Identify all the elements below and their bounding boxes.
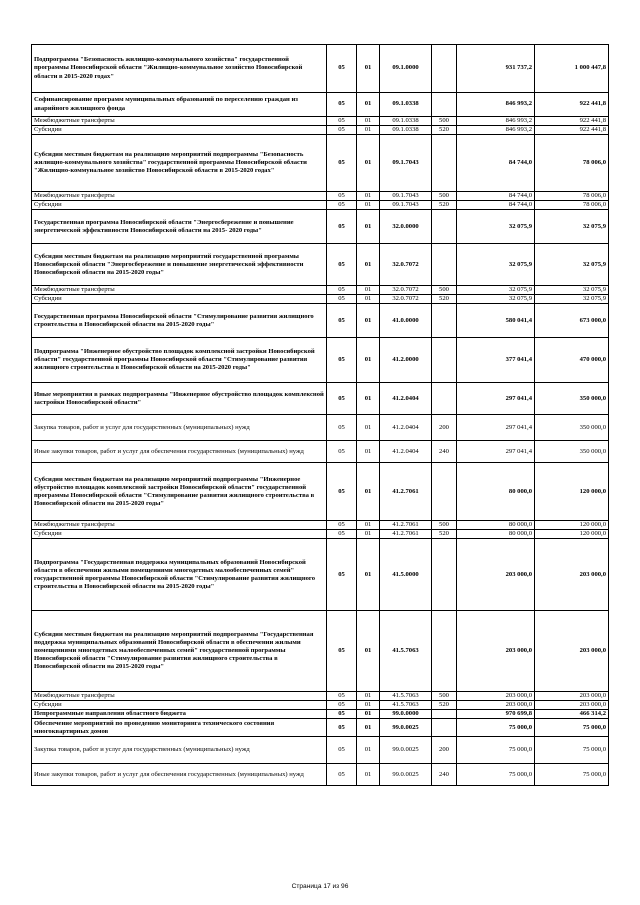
row-name: Закупка товаров, работ и услуг для государственных (муниципальных) нужд xyxy=(32,415,327,441)
row-subsection-code: 01 xyxy=(357,719,380,737)
row-name: Межбюджетные трансферты xyxy=(32,117,327,126)
row-amount-year1: 846 993,2 xyxy=(457,117,535,126)
row-section-code: 05 xyxy=(327,304,357,338)
row-name: Субсидии местным бюджетам на реализацию мероприятий подпрограммы "Государственная поддержка муниципальных образований Новосибирской области в обеспечении жилыми помещениями многодетных малообеспеченных семей" государственной программы Новосибирской области "Стимулирование развития жилищного строительства в Новосибирской области на 2015-2020 годы" xyxy=(32,611,327,692)
row-name: Субсидии местным бюджетам на реализацию мероприятий государственной программы Новосибирской области "Энергосбережение и повышение энергетической эффективности Новосибирской области на 2015-2020 годы" xyxy=(32,244,327,286)
row-amount-year1: 846 993,2 xyxy=(457,126,535,135)
row-amount-year1: 32 075,9 xyxy=(457,210,535,244)
row-amount-year2: 120 000,0 xyxy=(535,521,609,530)
row-expense-type xyxy=(432,611,457,692)
row-section-code: 05 xyxy=(327,295,357,304)
row-amount-year2: 466 314,2 xyxy=(535,710,609,719)
row-name: Иные закупки товаров, работ и услуг для обеспечения государственных (муниципальных) нужд xyxy=(32,441,327,463)
row-target-article: 09.1.7043 xyxy=(380,135,432,192)
row-name: Государственная программа Новосибирской области "Стимулирование развития жилищного строительства в Новосибирской области на 2015-2020 годы" xyxy=(32,304,327,338)
row-section-code: 05 xyxy=(327,93,357,117)
row-amount-year2: 32 075,9 xyxy=(535,286,609,295)
row-expense-type: 520 xyxy=(432,701,457,710)
row-section-code: 05 xyxy=(327,463,357,521)
row-amount-year2: 120 000,0 xyxy=(535,530,609,539)
table-row xyxy=(32,201,609,210)
table-row xyxy=(32,286,609,295)
row-amount-year1: 84 744,0 xyxy=(457,192,535,201)
row-section-code: 05 xyxy=(327,117,357,126)
budget-table xyxy=(31,44,609,786)
row-section-code: 05 xyxy=(327,737,357,764)
row-amount-year2: 78 006,0 xyxy=(535,192,609,201)
row-name: Субсидии xyxy=(32,701,327,710)
table-row xyxy=(32,530,609,539)
row-amount-year2: 32 075,9 xyxy=(535,244,609,286)
row-section-code: 05 xyxy=(327,701,357,710)
row-subsection-code: 01 xyxy=(357,737,380,764)
row-section-code: 05 xyxy=(327,45,357,93)
table-row xyxy=(32,135,609,192)
row-name: Межбюджетные трансферты xyxy=(32,521,327,530)
row-section-code: 05 xyxy=(327,415,357,441)
row-amount-year2: 32 075,9 xyxy=(535,210,609,244)
row-subsection-code: 01 xyxy=(357,611,380,692)
row-section-code: 05 xyxy=(327,338,357,383)
row-target-article: 99.0.0025 xyxy=(380,719,432,737)
row-amount-year2: 470 000,0 xyxy=(535,338,609,383)
row-subsection-code: 01 xyxy=(357,286,380,295)
row-section-code: 05 xyxy=(327,719,357,737)
row-amount-year2: 75 000,0 xyxy=(535,719,609,737)
row-amount-year1: 80 000,0 xyxy=(457,463,535,521)
row-section-code: 05 xyxy=(327,441,357,463)
row-subsection-code: 01 xyxy=(357,710,380,719)
row-amount-year1: 931 737,2 xyxy=(457,45,535,93)
row-expense-type xyxy=(432,338,457,383)
row-expense-type xyxy=(432,93,457,117)
row-subsection-code: 01 xyxy=(357,192,380,201)
table-row xyxy=(32,383,609,415)
row-amount-year1: 580 041,4 xyxy=(457,304,535,338)
row-amount-year1: 203 000,0 xyxy=(457,701,535,710)
row-amount-year2: 120 000,0 xyxy=(535,463,609,521)
row-subsection-code: 01 xyxy=(357,463,380,521)
table-row xyxy=(32,710,609,719)
row-subsection-code: 01 xyxy=(357,304,380,338)
row-expense-type: 520 xyxy=(432,530,457,539)
row-section-code: 05 xyxy=(327,764,357,786)
row-amount-year2: 922 441,8 xyxy=(535,117,609,126)
row-name: Межбюджетные трансферты xyxy=(32,192,327,201)
row-amount-year1: 32 075,9 xyxy=(457,244,535,286)
table-row xyxy=(32,45,609,93)
row-amount-year2: 350 000,0 xyxy=(535,441,609,463)
row-subsection-code: 01 xyxy=(357,93,380,117)
row-expense-type xyxy=(432,304,457,338)
row-expense-type: 520 xyxy=(432,126,457,135)
row-section-code: 05 xyxy=(327,710,357,719)
row-subsection-code: 01 xyxy=(357,692,380,701)
row-amount-year1: 297 041,4 xyxy=(457,415,535,441)
row-subsection-code: 01 xyxy=(357,383,380,415)
row-section-code: 05 xyxy=(327,692,357,701)
row-expense-type: 200 xyxy=(432,415,457,441)
row-target-article: 32.0.7072 xyxy=(380,244,432,286)
row-amount-year1: 970 699,8 xyxy=(457,710,535,719)
row-expense-type: 520 xyxy=(432,295,457,304)
table-row xyxy=(32,764,609,786)
row-expense-type: 200 xyxy=(432,737,457,764)
row-target-article: 99.0.0025 xyxy=(380,737,432,764)
row-subsection-code: 01 xyxy=(357,530,380,539)
row-expense-type xyxy=(432,383,457,415)
row-amount-year1: 846 993,2 xyxy=(457,93,535,117)
row-subsection-code: 01 xyxy=(357,701,380,710)
row-section-code: 05 xyxy=(327,611,357,692)
row-amount-year2: 203 000,0 xyxy=(535,539,609,611)
table-row xyxy=(32,93,609,117)
row-amount-year2: 203 000,0 xyxy=(535,611,609,692)
row-name: Подпрограмма "Государственная поддержка муниципальных образований Новосибирской области в обеспечении жилыми помещениями многодетных малообеспеченных семей" государственной программы Новосибирской области "Стимулирование развития жилищного строительства в Новосибирской области на 2015-2020 годы" xyxy=(32,539,327,611)
budget-table-body xyxy=(32,45,609,786)
row-name: Субсидии xyxy=(32,295,327,304)
table-row xyxy=(32,295,609,304)
row-subsection-code: 01 xyxy=(357,210,380,244)
row-subsection-code: 01 xyxy=(357,441,380,463)
row-amount-year2: 75 000,0 xyxy=(535,737,609,764)
row-target-article: 32.0.7072 xyxy=(380,286,432,295)
row-section-code: 05 xyxy=(327,135,357,192)
row-target-article: 41.5.7063 xyxy=(380,701,432,710)
row-target-article: 41.2.7061 xyxy=(380,521,432,530)
row-name: Субсидии местным бюджетам на реализацию мероприятий подпрограммы "Безопасность жилищно-коммунального хозяйства" государственной программы Новосибирской области "Жилищно-коммунальное хозяйство Новосибирской области в 2015-2020 годах" xyxy=(32,135,327,192)
row-subsection-code: 01 xyxy=(357,539,380,611)
row-amount-year1: 297 041,4 xyxy=(457,383,535,415)
row-target-article: 41.0.0000 xyxy=(380,304,432,338)
row-expense-type: 500 xyxy=(432,117,457,126)
row-name: Непрограммные направления областного бюджета xyxy=(32,710,327,719)
table-row xyxy=(32,441,609,463)
row-subsection-code: 01 xyxy=(357,415,380,441)
row-amount-year1: 32 075,9 xyxy=(457,295,535,304)
row-amount-year2: 673 000,0 xyxy=(535,304,609,338)
row-section-code: 05 xyxy=(327,126,357,135)
row-name: Межбюджетные трансферты xyxy=(32,692,327,701)
row-expense-type xyxy=(432,135,457,192)
row-name: Подпрограмма "Безопасность жилищно-коммунального хозяйства" государственной программы Новосибирской области "Жилищно-коммунальное хозяйство Новосибирской области в 2015-2020 годах" xyxy=(32,45,327,93)
table-row xyxy=(32,701,609,710)
row-target-article: 41.5.7063 xyxy=(380,692,432,701)
row-subsection-code: 01 xyxy=(357,45,380,93)
row-amount-year2: 203 000,0 xyxy=(535,692,609,701)
row-amount-year2: 75 000,0 xyxy=(535,764,609,786)
row-section-code: 05 xyxy=(327,530,357,539)
row-amount-year1: 80 000,0 xyxy=(457,521,535,530)
row-name: Обеспечение мероприятий по проведению мониторинга технического состояния многоквартирных домов xyxy=(32,719,327,737)
row-target-article: 41.2.7061 xyxy=(380,463,432,521)
row-section-code: 05 xyxy=(327,286,357,295)
row-subsection-code: 01 xyxy=(357,521,380,530)
row-subsection-code: 01 xyxy=(357,201,380,210)
row-section-code: 05 xyxy=(327,383,357,415)
row-amount-year2: 922 441,8 xyxy=(535,126,609,135)
row-name: Иные закупки товаров, работ и услуг для обеспечения государственных (муниципальных) нужд xyxy=(32,764,327,786)
row-amount-year2: 350 000,0 xyxy=(535,383,609,415)
table-row xyxy=(32,415,609,441)
row-amount-year2: 78 006,0 xyxy=(535,201,609,210)
row-target-article: 41.2.0404 xyxy=(380,441,432,463)
row-target-article: 09.1.0000 xyxy=(380,45,432,93)
row-amount-year1: 75 000,0 xyxy=(457,737,535,764)
row-amount-year1: 75 000,0 xyxy=(457,719,535,737)
row-name: Субсидии xyxy=(32,530,327,539)
row-amount-year1: 80 000,0 xyxy=(457,530,535,539)
table-row xyxy=(32,126,609,135)
table-row xyxy=(32,210,609,244)
row-target-article: 09.1.0338 xyxy=(380,93,432,117)
row-expense-type: 500 xyxy=(432,692,457,701)
row-expense-type: 500 xyxy=(432,192,457,201)
row-expense-type: 500 xyxy=(432,286,457,295)
row-amount-year1: 297 041,4 xyxy=(457,441,535,463)
row-target-article: 41.2.0404 xyxy=(380,415,432,441)
row-amount-year1: 377 041,4 xyxy=(457,338,535,383)
table-row xyxy=(32,539,609,611)
row-name: Субсидии xyxy=(32,201,327,210)
row-subsection-code: 01 xyxy=(357,764,380,786)
table-row xyxy=(32,338,609,383)
row-name: Подпрограмма "Инженерное обустройство площадок комплексной застройки Новосибирской области" государственной программы Новосибирской области "Стимулирование развития жилищного строительства в Новосибирской области на 2015-2020 годы" xyxy=(32,338,327,383)
row-amount-year2: 922 441,8 xyxy=(535,93,609,117)
row-section-code: 05 xyxy=(327,210,357,244)
row-expense-type xyxy=(432,539,457,611)
row-subsection-code: 01 xyxy=(357,117,380,126)
row-subsection-code: 01 xyxy=(357,126,380,135)
row-expense-type xyxy=(432,710,457,719)
table-row xyxy=(32,737,609,764)
row-target-article: 41.2.0404 xyxy=(380,383,432,415)
row-target-article: 41.2.7061 xyxy=(380,530,432,539)
row-name: Межбюджетные трансферты xyxy=(32,286,327,295)
row-name: Субсидии местным бюджетам на реализацию мероприятий подпрограммы "Инженерное обустройство площадок комплексной застройки Новосибирской области" государственной программы Новосибирской области "Стимулирование развития жилищного строительства в Новосибирской области на 2015-2020 годы" xyxy=(32,463,327,521)
table-row xyxy=(32,719,609,737)
table-row xyxy=(32,463,609,521)
row-section-code: 05 xyxy=(327,244,357,286)
row-name: Иные мероприятия в рамках подпрограммы "Инженерное обустройство площадок комплексной застройки Новосибирской области" xyxy=(32,383,327,415)
row-name: Закупка товаров, работ и услуг для государственных (муниципальных) нужд xyxy=(32,737,327,764)
row-subsection-code: 01 xyxy=(357,135,380,192)
row-subsection-code: 01 xyxy=(357,338,380,383)
row-target-article: 99.0.0000 xyxy=(380,710,432,719)
table-row xyxy=(32,244,609,286)
row-subsection-code: 01 xyxy=(357,244,380,286)
row-target-article: 41.5.7063 xyxy=(380,611,432,692)
row-section-code: 05 xyxy=(327,521,357,530)
row-amount-year1: 75 000,0 xyxy=(457,764,535,786)
row-amount-year1: 203 000,0 xyxy=(457,539,535,611)
row-expense-type xyxy=(432,210,457,244)
row-name: Государственная программа Новосибирской области "Энергосбережение и повышение энергетической эффективности Новосибирской области на 2015- 2020 годы" xyxy=(32,210,327,244)
row-amount-year2: 32 075,9 xyxy=(535,295,609,304)
row-amount-year2: 1 000 447,8 xyxy=(535,45,609,93)
row-target-article: 41.5.0000 xyxy=(380,539,432,611)
row-amount-year1: 32 075,9 xyxy=(457,286,535,295)
row-target-article: 09.1.0338 xyxy=(380,126,432,135)
table-row xyxy=(32,117,609,126)
row-section-code: 05 xyxy=(327,539,357,611)
row-target-article: 09.1.7043 xyxy=(380,192,432,201)
row-section-code: 05 xyxy=(327,201,357,210)
row-target-article: 32.0.0000 xyxy=(380,210,432,244)
row-expense-type: 240 xyxy=(432,764,457,786)
row-amount-year1: 84 744,0 xyxy=(457,135,535,192)
row-expense-type xyxy=(432,463,457,521)
row-expense-type: 520 xyxy=(432,201,457,210)
row-subsection-code: 01 xyxy=(357,295,380,304)
row-amount-year1: 84 744,0 xyxy=(457,201,535,210)
row-amount-year2: 203 000,0 xyxy=(535,701,609,710)
row-target-article: 32.0.7072 xyxy=(380,295,432,304)
row-target-article: 09.1.0338 xyxy=(380,117,432,126)
row-expense-type xyxy=(432,244,457,286)
page-number: Страница 17 из 96 xyxy=(291,883,349,890)
table-row xyxy=(32,304,609,338)
row-expense-type: 240 xyxy=(432,441,457,463)
table-row xyxy=(32,611,609,692)
table-row xyxy=(32,692,609,701)
table-row xyxy=(32,521,609,530)
row-target-article: 99.0.0025 xyxy=(380,764,432,786)
row-target-article: 41.2.0000 xyxy=(380,338,432,383)
row-amount-year2: 78 006,0 xyxy=(535,135,609,192)
row-name: Софинансирование программ муниципальных образований по переселению граждан из аварийного жилищного фонда xyxy=(32,93,327,117)
row-amount-year1: 203 000,0 xyxy=(457,611,535,692)
row-amount-year1: 203 000,0 xyxy=(457,692,535,701)
row-name: Субсидии xyxy=(32,126,327,135)
row-section-code: 05 xyxy=(327,192,357,201)
table-row xyxy=(32,192,609,201)
row-target-article: 09.1.7043 xyxy=(380,201,432,210)
row-expense-type xyxy=(432,45,457,93)
row-amount-year2: 350 000,0 xyxy=(535,415,609,441)
row-expense-type xyxy=(432,719,457,737)
row-expense-type: 500 xyxy=(432,521,457,530)
